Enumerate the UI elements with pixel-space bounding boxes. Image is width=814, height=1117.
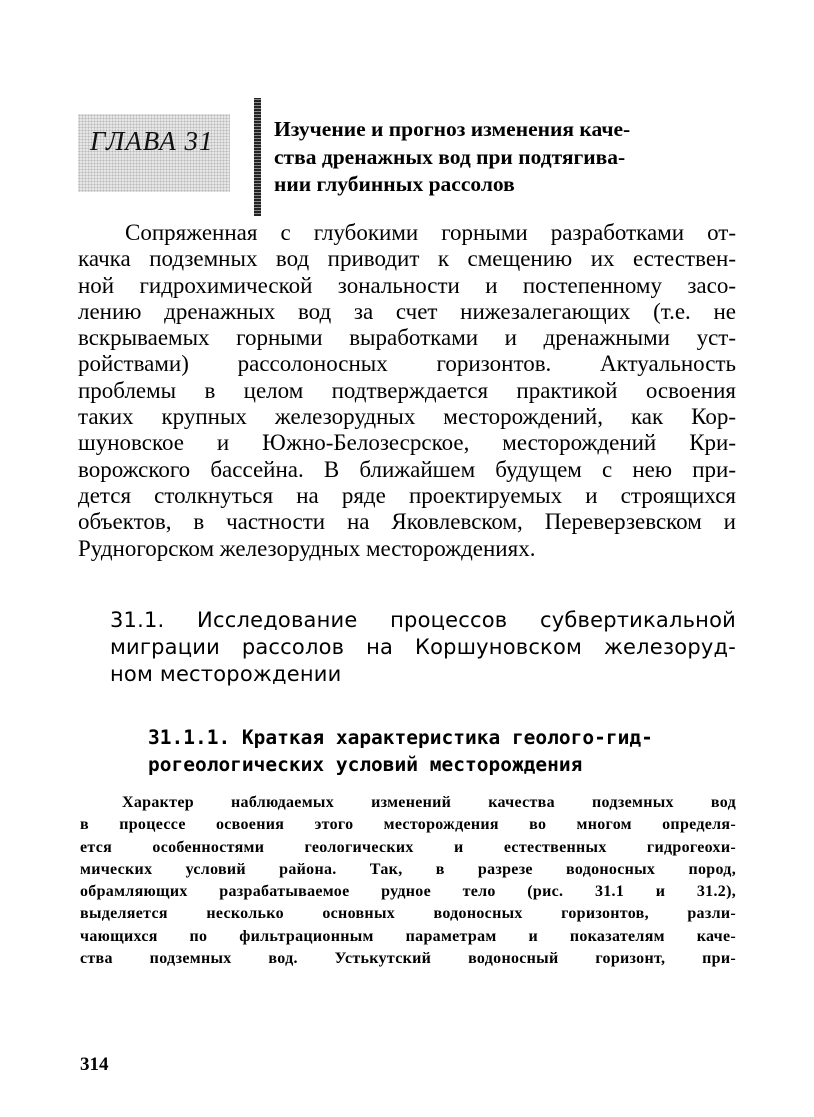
chapter-title (274, 116, 754, 199)
subsection-title-line: 31.1.1. Краткая характеристика геолого-гид- (148, 726, 653, 749)
chapter-title-line: ства дренажных вод при подтягива- (274, 144, 626, 169)
body-line: Характер наблюдаемых изменений качества подземных вод (122, 794, 736, 811)
subsection-title (148, 724, 728, 778)
intro-line: качка подземных вод приводит к смещению их естествен- (78, 246, 736, 272)
page-number: 314 (80, 1054, 109, 1075)
section-title-line: миграции рассолов на Коршуновском железоруд- (110, 635, 736, 659)
chapter-title-line: нии глубинных рассолов (274, 172, 515, 196)
intro-line: шуновское и Южно-Белозесрское, месторождений Кри- (78, 430, 736, 456)
intro-line: лению дренажных вод за счет нижезалегающих (т.е. не (78, 298, 736, 324)
chapter-label: ГЛАВА 31 (90, 126, 214, 156)
intro-line: объектов, в частности на Яковлевском, Переверзевском и (78, 509, 736, 535)
body-line: ства подземных вод. Устькутский водоносный горизонт, при- (80, 950, 736, 968)
intro-line: проблемы в целом подтверждается практикой освоения (78, 377, 736, 403)
body-line: выделяется несколько основных водоносных горизонтов, разли- (80, 905, 736, 923)
section-title-line: 31.1. Исследование процессов субвертикальной (110, 608, 736, 632)
body-line: мических условий района. Так, в разрезе водоносных пород, (80, 860, 736, 878)
section-title (110, 607, 736, 688)
intro-line: вскрываемых горными выработками и дренажными уст- (78, 325, 736, 351)
intro-line: Рудногорском железорудных месторождениях. (78, 535, 536, 561)
chapter-divider-bar (254, 98, 261, 216)
intro-line: ройствами) рассолоносных горизонтов. Актуальность (78, 351, 736, 377)
section-title-line: ном месторождении (110, 662, 342, 686)
body-line: в процессе освоения этого месторождения во многом определя- (80, 816, 736, 834)
intro-line: ной гидрохимической зональности и постепенному засо- (78, 272, 736, 298)
intro-paragraph (78, 220, 736, 562)
intro-line: Сопряженная с глубокими горными разработками от- (125, 220, 736, 245)
intro-line: ворожского бассейна. В ближайшем будущем с нею при- (78, 456, 736, 482)
body-paragraph (80, 792, 736, 970)
body-line: ется особенностями геологических и естественных гидрогеохи- (80, 838, 736, 856)
body-line: чающихся по фильтрационным параметрам и показателям каче- (80, 927, 736, 945)
intro-line: таких крупных железорудных месторождений, как Кор- (78, 404, 736, 430)
subsection-title-line: рогеологических условий месторождения (148, 753, 583, 776)
chapter-title-line: Изучение и прогноз изменения каче- (274, 117, 631, 141)
intro-line: дется столкнуться на ряде проектируемых и строящихся (78, 482, 736, 508)
body-line: обрамляющих разрабатываемое рудное тело (рис. 31.1 и 31.2), (80, 883, 736, 901)
